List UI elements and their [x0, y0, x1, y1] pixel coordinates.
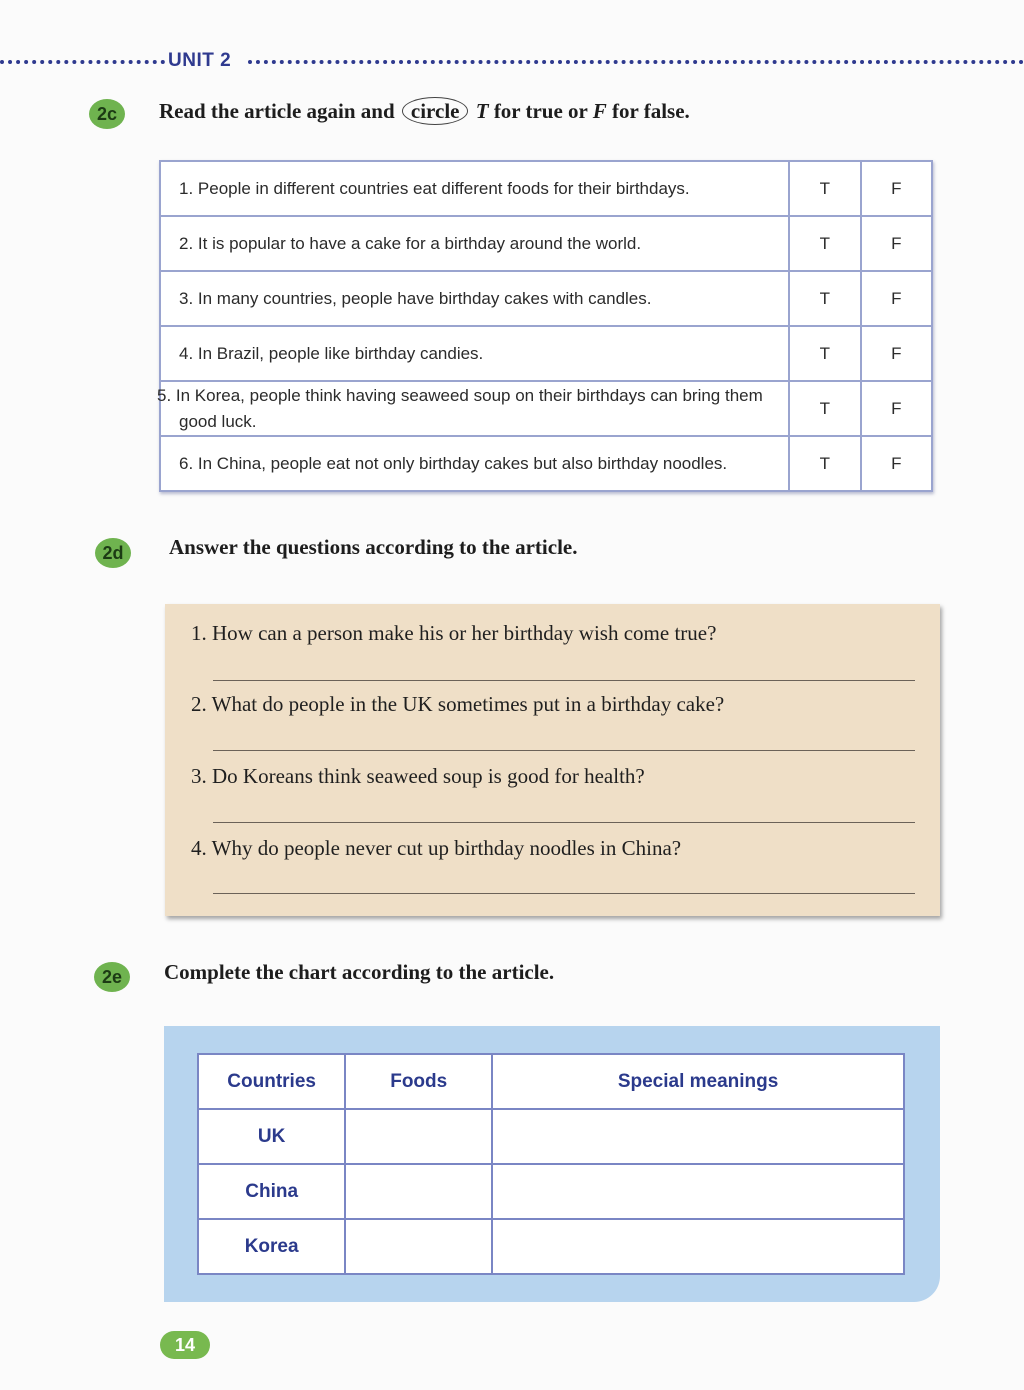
true-option-5[interactable]: T [789, 381, 860, 436]
true-option-1[interactable]: T [789, 161, 860, 216]
question-4: 4. Why do people never cut up birthday noodles in China? [191, 836, 682, 860]
dotted-rule-left [0, 60, 165, 64]
header-countries: Countries [198, 1054, 345, 1109]
false-option-3[interactable]: F [861, 271, 932, 326]
header-foods: Foods [345, 1054, 492, 1109]
statement-2: 2. It is popular to have a cake for a birthday around the world. [160, 216, 789, 271]
instruction-2d: Answer the questions according to the article. [169, 535, 578, 559]
true-option-2[interactable]: T [789, 216, 860, 271]
table-row [198, 1109, 904, 1164]
false-option-4[interactable]: F [861, 326, 932, 381]
country-china: China [198, 1164, 345, 1219]
section-badge-2c: 2c [89, 99, 125, 129]
table-row [160, 216, 932, 271]
dotted-rule-right [248, 60, 1024, 64]
table-row [160, 326, 932, 381]
table-row [160, 436, 932, 491]
foods-cell-korea[interactable] [345, 1219, 492, 1274]
table-row [160, 271, 932, 326]
foods-cell-china[interactable] [345, 1164, 492, 1219]
false-option-5[interactable]: F [861, 381, 932, 436]
statement-1: 1. People in different countries eat different foods for their birthdays. [160, 161, 789, 216]
true-option-4[interactable]: T [789, 326, 860, 381]
foods-cell-uk[interactable] [345, 1109, 492, 1164]
false-option-2[interactable]: F [861, 216, 932, 271]
instruction-2c-f: F [592, 99, 607, 123]
true-option-3[interactable]: T [789, 271, 860, 326]
instruction-2c-text: Read the article again and [159, 99, 395, 123]
instruction-2e: Complete the chart according to the article. [164, 960, 555, 984]
true-option-6[interactable]: T [789, 436, 860, 491]
statement-3: 3. In many countries, people have birthday cakes with candles. [160, 271, 789, 326]
countries-chart [197, 1053, 905, 1275]
question-3: 3. Do Koreans think seaweed soup is good for health? [191, 764, 645, 788]
unit-title: UNIT 2 [168, 50, 232, 71]
question-1: 1. How can a person make his or her birthday wish come true? [191, 621, 717, 645]
circled-word: circle [402, 97, 469, 125]
answer-line-4[interactable] [213, 893, 915, 894]
false-option-1[interactable]: F [861, 161, 932, 216]
table-row [198, 1164, 904, 1219]
answer-line-1[interactable] [213, 680, 915, 681]
meaning-cell-uk[interactable] [492, 1109, 904, 1164]
section-badge-2d: 2d [95, 538, 131, 568]
header-special-meanings: Special meanings [492, 1054, 904, 1109]
true-false-table [159, 160, 933, 492]
page-number: 14 [160, 1331, 210, 1359]
answer-line-2[interactable] [213, 750, 915, 751]
instruction-2c-end: for false. [612, 99, 690, 123]
statement-5: 5. In Korea, people think having seaweed soup on their birthdays can bring them good luck. [160, 381, 789, 436]
question-box [165, 604, 940, 916]
question-2: 2. What do people in the UK sometimes put in a birthday cake? [191, 692, 725, 716]
table-row [198, 1219, 904, 1274]
answer-line-3[interactable] [213, 822, 915, 823]
section-badge-2e: 2e [94, 962, 130, 992]
unit-header [0, 50, 1024, 70]
statement-6: 6. In China, people eat not only birthday cakes but also birthday noodles. [160, 436, 789, 491]
meaning-cell-china[interactable] [492, 1164, 904, 1219]
meaning-cell-korea[interactable] [492, 1219, 904, 1274]
false-option-6[interactable]: F [861, 436, 932, 491]
table-row [160, 161, 932, 216]
country-uk: UK [198, 1109, 345, 1164]
chart-header-row [198, 1054, 904, 1109]
instruction-2c [159, 97, 690, 125]
statement-4: 4. In Brazil, people like birthday candies. [160, 326, 789, 381]
table-row [160, 381, 932, 436]
country-korea: Korea [198, 1219, 345, 1274]
instruction-2c-mid: for true or [493, 99, 588, 123]
instruction-2c-t: T [475, 99, 489, 123]
